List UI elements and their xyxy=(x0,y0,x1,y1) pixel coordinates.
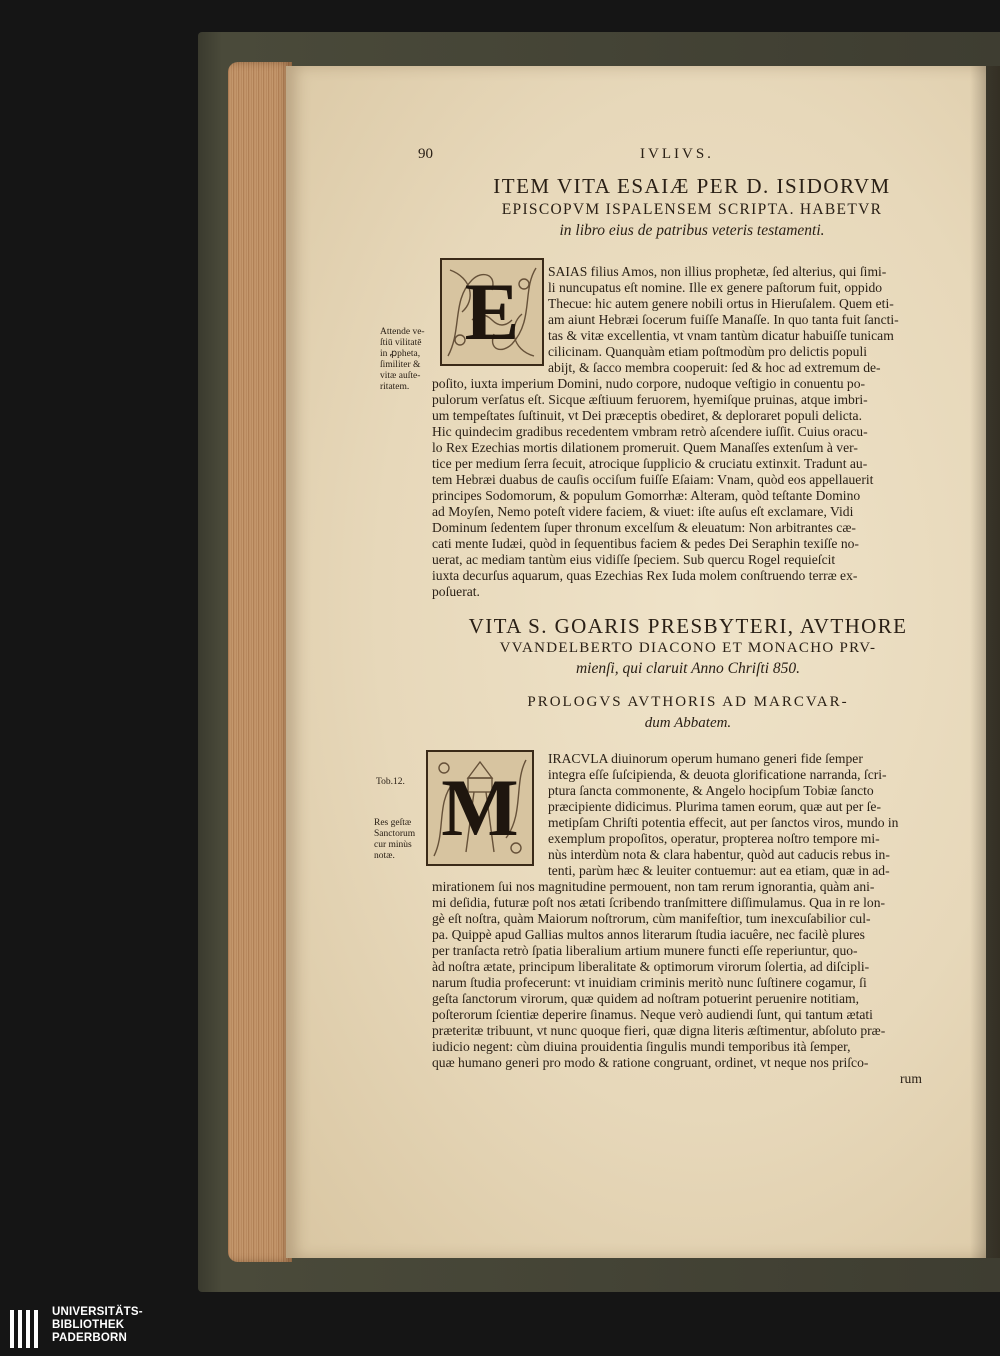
page-edges xyxy=(228,62,292,1262)
catchword: rum xyxy=(900,1071,922,1086)
text-line: um tempeſtates ſuſtinuit, vt Dei præceptis obediret, & deploraret populi delicta. xyxy=(432,408,862,423)
text-line: tice per medium ſerra ſecuit, atrocique ſupplicio & cruciatu extinxit. Tradunt au- xyxy=(432,456,868,471)
text-line: àd noſtra ætate, principum liberalitate & optimorum virorum ſolertia, ad diſcipli- xyxy=(432,959,870,974)
text-line: abijt, & ſacco membra cooperuit: ſed & hoc ad extremum de- xyxy=(548,360,881,375)
text-line: ptura ſancta commonente, & Angelo hocipſum Tobiæ ſancto xyxy=(548,783,874,798)
text-line: cati mente Iudæi, quòd in ſequentibus faciem & pedes Dei Seraphin texiſſe no- xyxy=(432,536,859,551)
text-line: exemplum propoſitos, operatur, propterea noſtro tempore mi- xyxy=(548,831,880,846)
text-line: poſito, iuxta imperium Domini, nudo corpore, nudoque veſtigio in conuentu po- xyxy=(432,376,866,391)
logo-line-3: PADERBORN xyxy=(52,1332,128,1344)
section1-italic-line: in libro eius de patribus veteris testamenti. xyxy=(559,222,825,239)
logo-line-2: BIBLIOTHEK xyxy=(52,1319,125,1331)
text-line: Thecue: hic autem genere nobili ortus in Hieruſalem. Quem eti- xyxy=(548,296,894,311)
library-logo-icon xyxy=(10,1308,46,1350)
text-line: geſta ſanctorum virorum, quæ quidem ad noſtram potuerint peruenire notitiam, xyxy=(432,991,859,1006)
text-line: metipſam Chriſti potentia effecit, aut per ſanctos viros, mundo in xyxy=(548,815,899,830)
text-line: narum ſtudia profecerunt: vt inuidiam criminis meritò nunc ſuſtinere cogamur, ſi xyxy=(432,975,867,990)
decorated-initial-m xyxy=(426,750,534,866)
logo-line-1: UNIVERSITÄTS- xyxy=(52,1306,143,1318)
text-line: iudicio negent: cùm diuina prouidentia ſingulis mundi temporibus ità ſemper, xyxy=(432,1039,851,1054)
prologue-italic-line: dum Abbatem. xyxy=(644,715,732,731)
text-line: lo Rex Ezechias mortis dilationem promeruit. Quem Manaſſes extenſum à ver- xyxy=(432,440,858,455)
text-line: pa. Quippè apud Gallias multos annos literarum ſtudia iacuêre, nec facilè plures xyxy=(432,927,865,942)
margin-note-line: in ꝓpheta, xyxy=(380,349,421,359)
text-line: integra eſſe ſuſcipienda, & deuota glorificatione narranda, ſcri- xyxy=(548,767,887,782)
text-line: tenti, parùm hæc & leuiter contuemur: aut ea etiam, quæ in ad- xyxy=(548,863,890,878)
text-line: Dominum ſedentem ſuper thronum excelſum & eleuatum: Non arbitrantes cæ- xyxy=(432,520,856,535)
text-line: Hic quindecim gradibus recedentem vmbram retrò aſcendere iuſſit. Cuius oracu- xyxy=(432,424,868,439)
margin-note-line: Res geſtæ xyxy=(374,818,412,828)
margin-note-line: vitæ auſte- xyxy=(380,371,421,381)
prologue-title: PROLOGVS AVTHORIS AD MARCVAR- xyxy=(527,694,849,710)
text-line: iuxta decurſus aquarum, quas Ezechias Rex Iuda molem conſtruendo terræ ex- xyxy=(432,568,858,583)
text-line: am aiunt Hebræi ſocerum fuiſſe Manaſſe. In quo tanta fuit ſancti- xyxy=(548,312,899,327)
text-line: poſterorum ſcientiæ deperire ſinamus. Neque verò audiendi ſunt, qui tantum ætati xyxy=(432,1007,873,1022)
gutter-shadow xyxy=(970,66,1000,1258)
initial-letter-e: E xyxy=(464,266,520,357)
section2-subtitle: VVANDELBERTO DIACONO ET MONACHO PRV- xyxy=(499,640,877,656)
margin-note-line: Attende ve- xyxy=(380,327,425,337)
text-line: SAIAS filius Amos, non illius prophetæ, ſed alterius, qui ſimi- xyxy=(548,264,887,279)
text-line: IRACVLA diuinorum operum humano generi fide ſemper xyxy=(548,751,863,766)
margin-note-line: notæ. xyxy=(374,851,395,861)
text-line: mi deſidia, futuræ poſt nos ætati ſcribendo tranſmittere diſſimulamus. Qua in re lon- xyxy=(432,895,886,910)
text-line: cilicinam. Quanquàm etiam poſtmodùm pro delictis populi xyxy=(548,344,868,359)
text-line: præcipiente didicimus. Plurima tamen eorum, quæ aut per ſe- xyxy=(548,799,881,814)
running-head: IVLIVS. xyxy=(640,146,714,162)
section1-subtitle: EPISCOPVM ISPALENSEM SCRIPTA. HABETVR xyxy=(501,201,883,218)
margin-note-line: cur minùs xyxy=(374,840,412,850)
decorated-initial-e xyxy=(440,258,544,366)
text-line: tem Hebræi duabus de cauſis occiſum fuiſſe Eſaiam: Vnam, quòd eos appellauerit xyxy=(432,472,874,487)
margin-note-line: ſimiliter & xyxy=(380,360,421,370)
initial-letter-m: M xyxy=(441,762,519,853)
text-line: pulorum verſatus eſt. Sicque æſtiuum feruorem, hyemiſque pruinas, atque imbri- xyxy=(432,392,868,407)
margin-note-tob: Tob.12. xyxy=(376,777,405,787)
margin-note-line: Sanctorum xyxy=(374,829,416,839)
text-line: tas & vitæ excellentia, vt vnam tantùm dicatur habuiſſe tunicam xyxy=(548,328,894,343)
margin-note-line: ſtiū vilitatē xyxy=(380,338,422,348)
section2-title: VITA S. GOARIS PRESBYTERI, AVTHORE xyxy=(468,614,908,638)
text-line: nùs interdùm nota & clara habentur, quòd aut caducis rebus in- xyxy=(548,847,890,862)
page-number: 90 xyxy=(418,146,433,162)
text-line: per tranſacta retrò ſpatia liberalium artium munere functi eſſe reperiuntur, quo- xyxy=(432,943,858,958)
section1-title: ITEM VITA ESAIÆ PER D. ISIDORVM xyxy=(493,174,891,198)
text-line: præteritæ tribuunt, vt nunc quoque fieri, quæ digna literis æſtimentur, abſoluto præ- xyxy=(432,1023,886,1038)
text-line: gè eſt noſtra, quàm Maiorum noſtrorum, cùm manifeſtior, tum inexcuſabilior cul- xyxy=(432,911,871,926)
library-logo xyxy=(0,1302,200,1356)
section2-italic-line: mienſi, qui claruit Anno Chriſti 850. xyxy=(575,660,801,677)
margin-note-line: ritatem. xyxy=(380,382,410,392)
text-line: mirationem ſui nos magnitudine permouent, non tam rerum ignorantia, quàm ani- xyxy=(432,879,875,894)
text-line: quæ humano generi pro modo & ratione congruant, ordinet, vt neque nos priſco- xyxy=(432,1055,869,1070)
text-line: principes Sodomorum, & populum Gomorrhæ: Alteram, quòd teſtante Domino xyxy=(432,488,861,503)
text-line: li nuncupatus eſt nomine. Ille ex genere paſtorum fuit, oppido xyxy=(548,280,883,295)
text-line: poſuerat. xyxy=(432,584,480,599)
text-line: uerat, ac mediam tantùm eius vidiſſe ſpeciem. Sub quercu Rogel requieſcit xyxy=(432,552,836,567)
text-line: ad Moyſen, Nemo poteſt videre faciem, & viuet: iſte auſus eſt exclamare, Vidi xyxy=(432,504,854,519)
